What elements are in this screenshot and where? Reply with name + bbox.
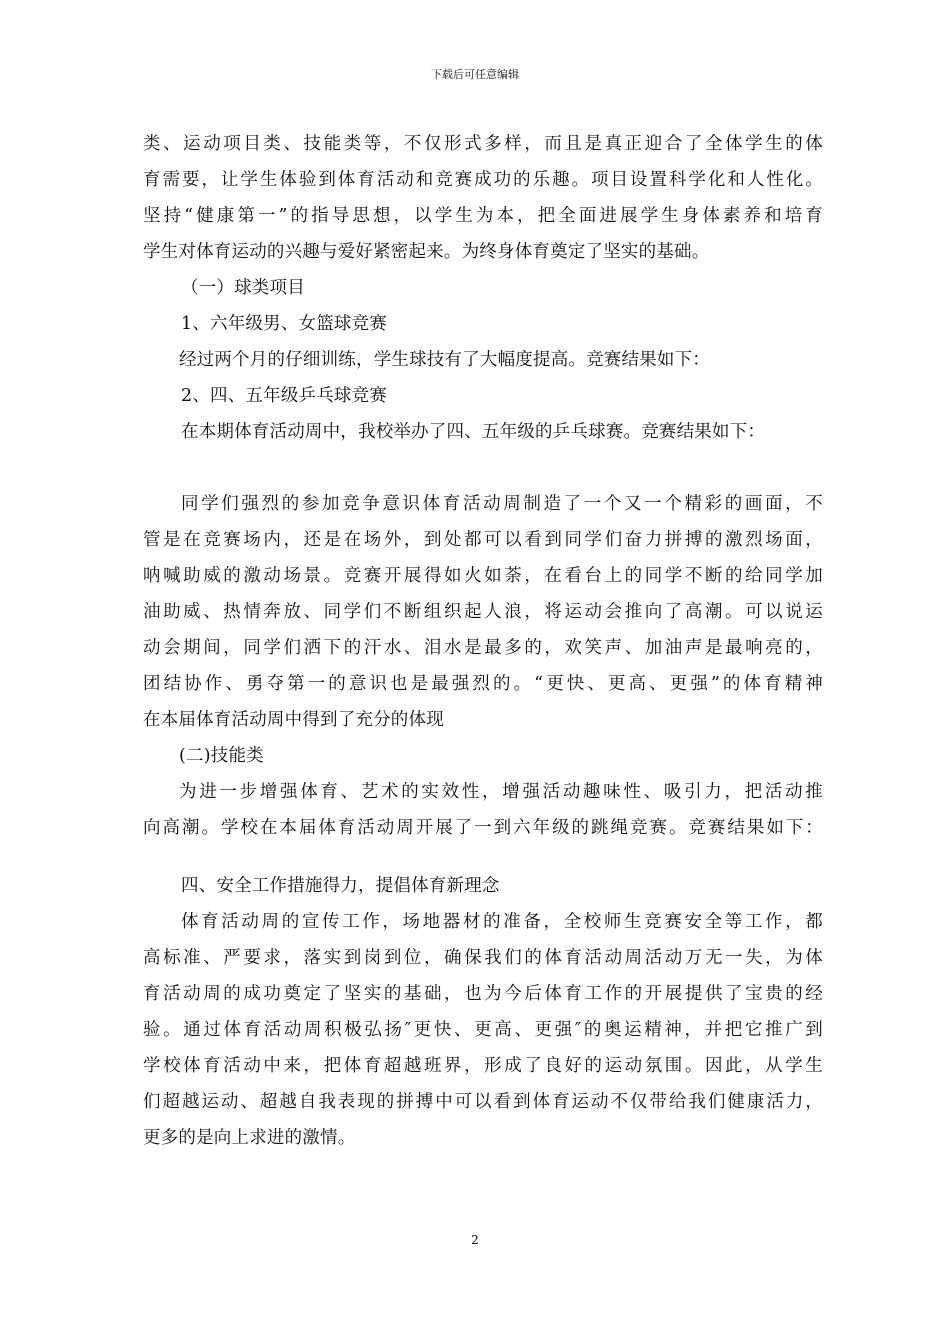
- text-line: 们超越运动、超越自我表现的拼搏中可以看到体育运动不仅带给我们健康活力，: [143, 1092, 823, 1112]
- text-line: 管是在竞赛场内，还是在场外，到处都可以看到同学们奋力拼搏的激烈场面，: [143, 530, 823, 550]
- document-body: [143, 126, 823, 1156]
- text-line: 体育活动周的宣传工作，场地器材的准备，全校师生竞赛安全等工作，都: [181, 912, 823, 932]
- text-line: 呐喊助威的激动场景。竞赛开展得如火如荼，在看台上的同学不断的给同学加: [143, 566, 823, 586]
- section-heading: (二)技能类: [179, 746, 264, 766]
- text-line: 类、运动项目类、技能类等，不仅形式多样，而且是真正迎合了全体学生的体: [143, 134, 823, 154]
- text-line: 同学们强烈的参加竞争意识体育活动周制造了一个又一个精彩的画面，不: [181, 494, 823, 514]
- table-placeholder-gap: [143, 450, 823, 486]
- section-heading: 四、安全工作措施得力，提倡体育新理念: [181, 876, 500, 896]
- text-line: 学校体育活动中来，把体育超越班界，形成了良好的运动氛围。因此，从学生: [143, 1056, 823, 1076]
- text-line: 坚持“健康第一”的指导思想，以学生为本，把全面进展学生身体素养和培育: [143, 206, 823, 226]
- text-line: 为进一步增强体育、艺术的实效性，增强活动趣味性、吸引力，把活动推: [179, 782, 823, 802]
- page-header: 下载后可任意编辑: [431, 68, 519, 81]
- text-line: 验。通过体育活动周积极弘扬″更快、更高、更强″的奥运精神，并把它推广到: [143, 1020, 823, 1040]
- text-line: 经过两个月的仔细训练，学生球技有了大幅度提高。竞赛结果如下：: [179, 350, 710, 370]
- text-line: 更多的是向上求进的激情。: [143, 1128, 356, 1148]
- text-line: 育需要，让学生体验到体育活动和竞赛成功的乐趣。项目设置科学化和人性化。: [143, 170, 823, 190]
- text-line: 在本期体育活动周中，我校举办了四、五年级的乒乓球赛。竞赛结果如下：: [181, 422, 766, 442]
- text-line: 动会期间，同学们洒下的汗水、泪水是最多的，欢笑声、加油声是最响亮的，: [143, 638, 823, 658]
- page-number: 2: [471, 1233, 479, 1247]
- text-line: 高标准、严要求，落实到岗到位，确保我们的体育活动周活动万无一失，为体: [143, 948, 823, 968]
- table-placeholder-gap: [143, 846, 823, 868]
- text-line: 油助威、热情奔放、同学们不断组织起人浪，将运动会推向了高潮。可以说运: [143, 602, 823, 622]
- section-heading: （一）球类项目: [181, 278, 305, 298]
- text-line: 育活动周的成功奠定了坚实的基础，也为今后体育工作的开展提供了宝贵的经: [143, 984, 823, 1004]
- text-line: 向高潮。学校在本届体育活动周开展了一到六年级的跳绳竞赛。竞赛结果如下：: [143, 818, 823, 838]
- subsection-heading: 2、四、五年级乒乓球竞赛: [181, 386, 388, 406]
- text-line: 在本届体育活动周中得到了充分的体现: [143, 710, 444, 730]
- text-line: 学生对体育运动的兴趣与爱好紧密起来。为终身体育奠定了坚实的基础。: [143, 242, 710, 262]
- subsection-heading: 1、六年级男、女篮球竞赛: [181, 314, 388, 334]
- text-line: 团结协作、勇夺第一的意识也是最强烈的。“更快、更高、更强”的体育精神: [143, 674, 823, 694]
